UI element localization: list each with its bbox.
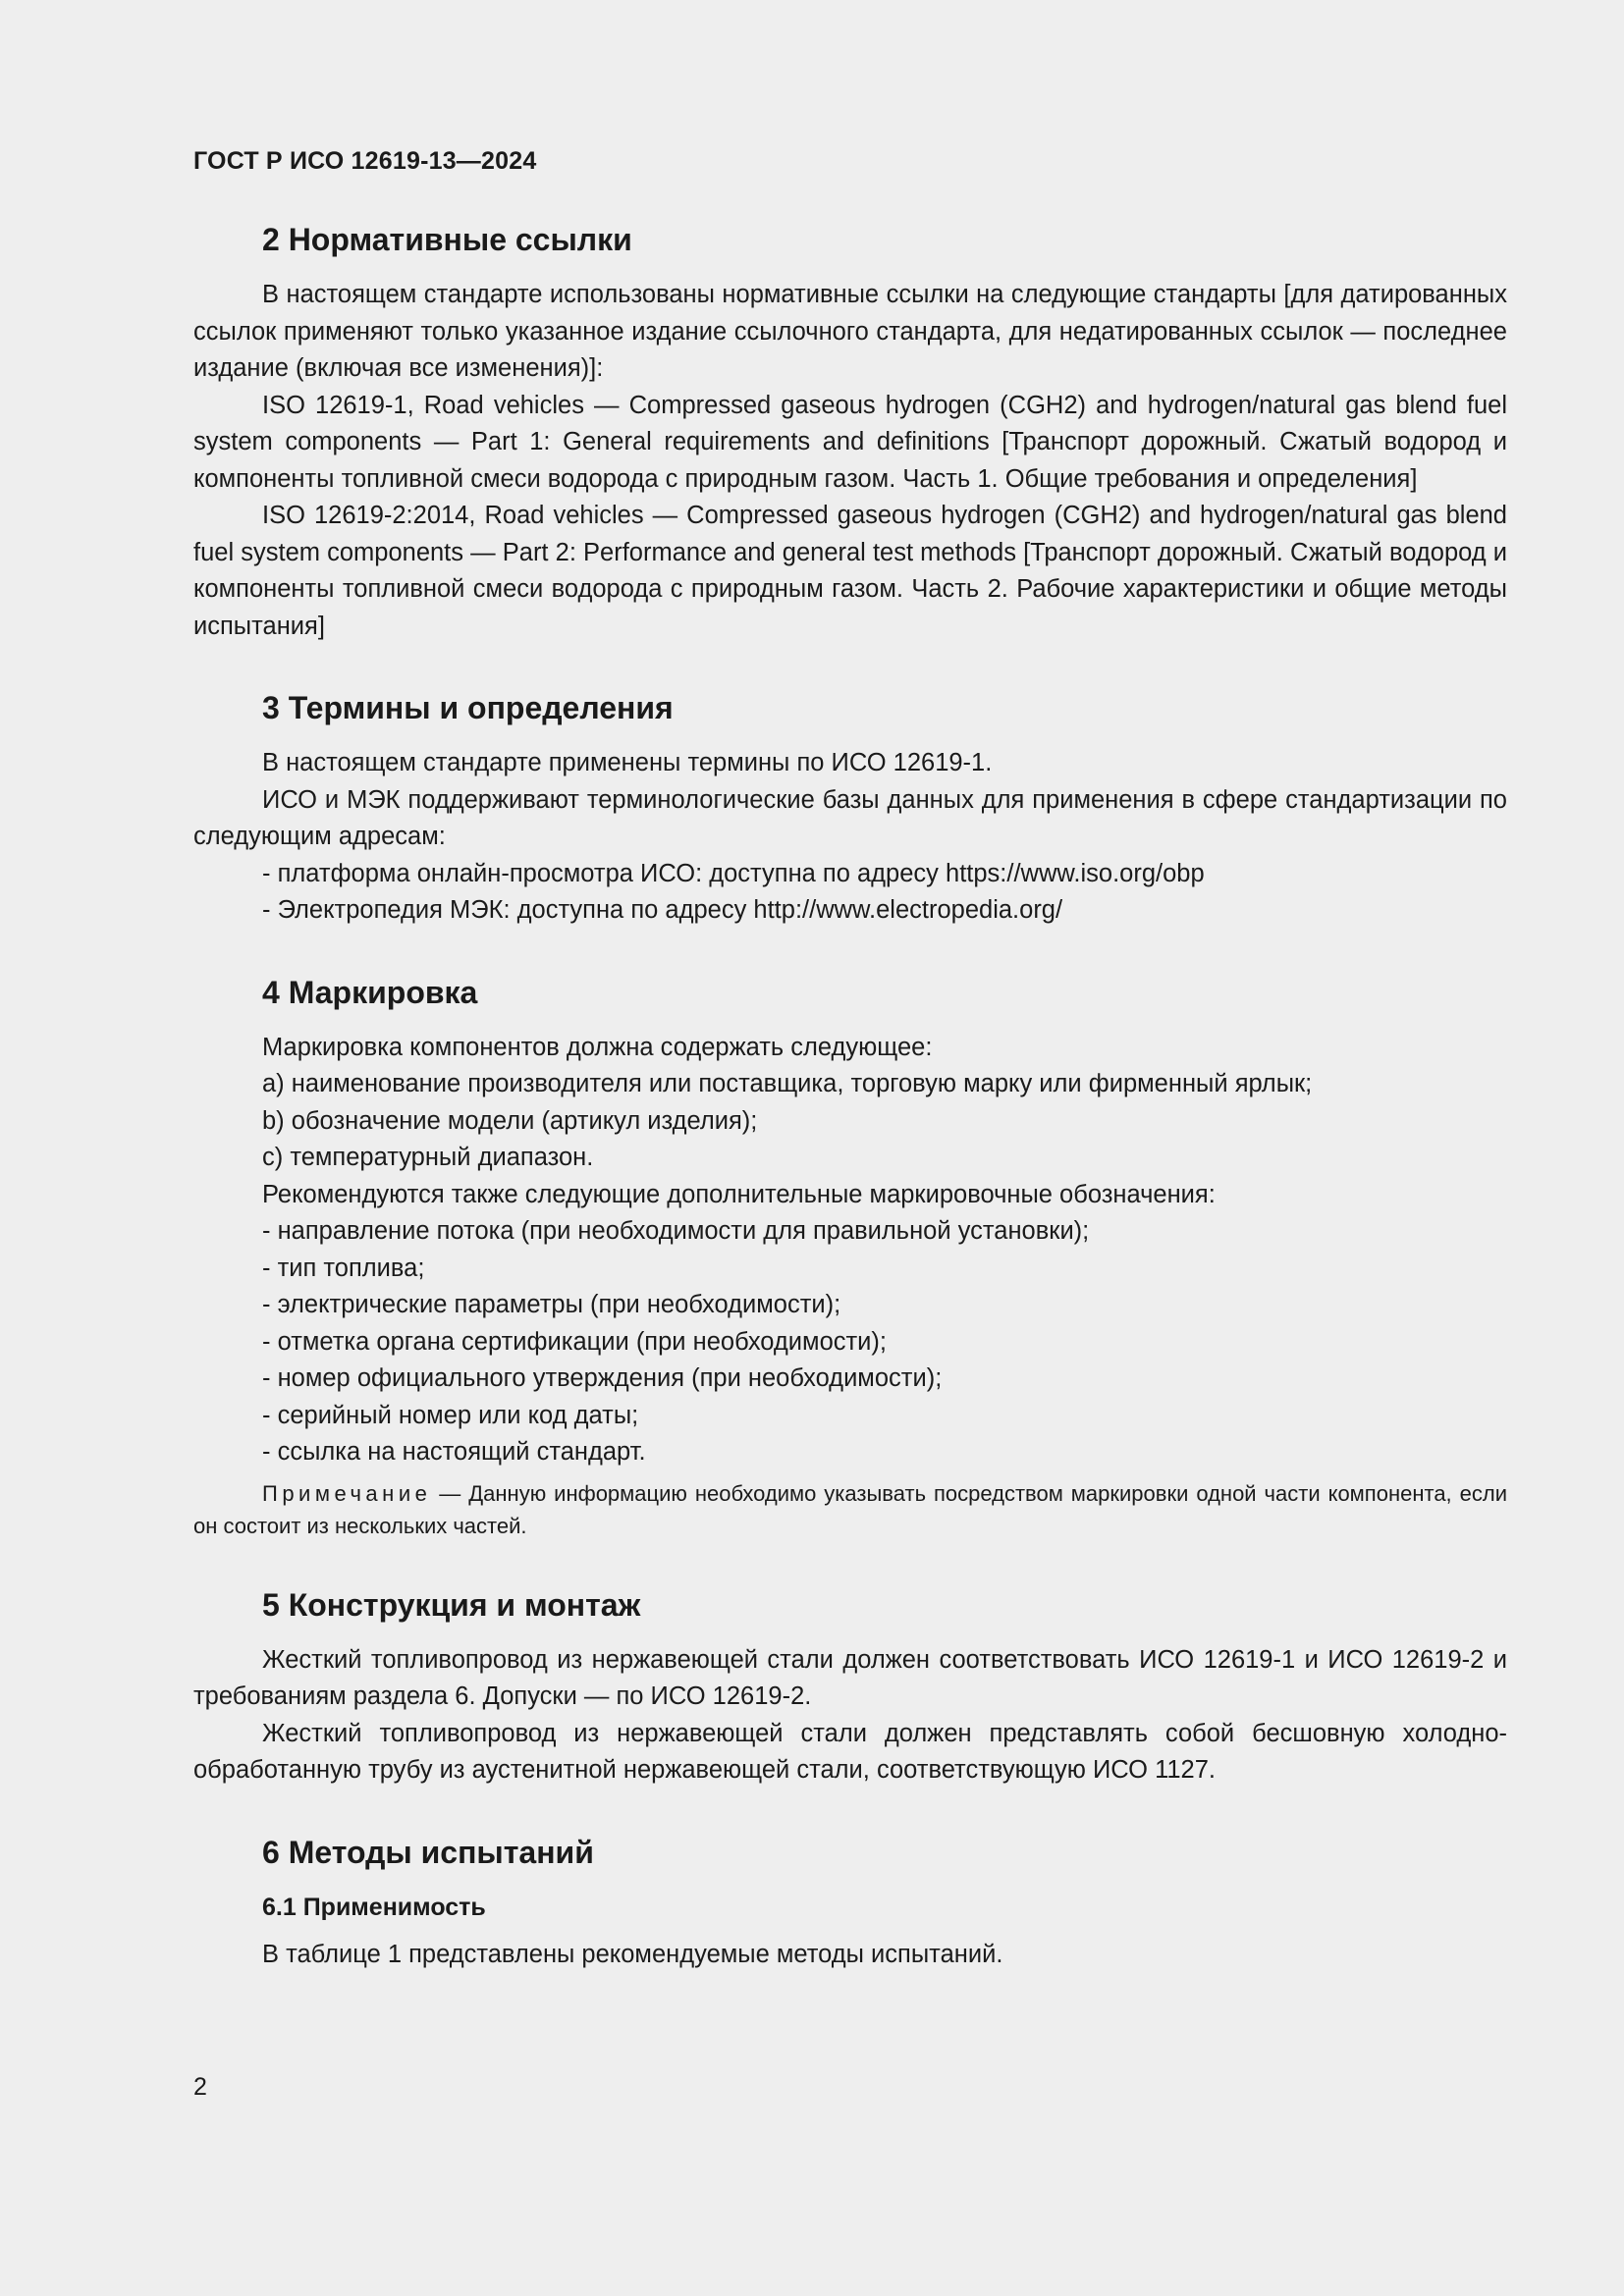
section-6-title: 6 Методы испытаний	[262, 1834, 594, 1870]
section-4	[193, 971, 1507, 1542]
list-item: a) наименование производителя или поставщика, торговую марку или фирменный ярлык;	[262, 1070, 1313, 1097]
section-5-title: 5 Конструкция и монтаж	[262, 1586, 641, 1623]
list-item: - платформа онлайн-просмотра ИСО: доступна по адресу https://www.iso.org/obp	[262, 859, 1205, 887]
section-3	[193, 686, 1507, 930]
section-5-paragraph: Жесткий топливопровод из нержавеющей стали должен соответствовать ИСО 12619-1 и ИСО 12619-2 и требованиям раздела 6. Допуски — по ИСО 12619-2.	[193, 1645, 1507, 1710]
document-body	[193, 218, 1507, 1973]
note-text: — Данную информацию необходимо указывать посредством маркировки одной части компонента, если он состоит из нескольких частей.	[193, 1480, 1507, 1538]
list-item: c) температурный диапазон.	[262, 1144, 594, 1171]
list-item: - электрические параметры (при необходимости);	[262, 1291, 841, 1318]
section-6-paragraph: В таблице 1 представлены рекомендуемые методы испытаний.	[262, 1940, 1003, 1968]
list-item: - номер официального утверждения (при необходимости);	[262, 1364, 943, 1392]
section-4-intro-2: Рекомендуются также следующие дополнительные маркировочные обозначения:	[262, 1180, 1216, 1208]
section-2-reference: ISO 12619-2:2014, Road vehicles — Compressed gaseous hydrogen (CGH2) and hydrogen/natural gas blend fuel system components — Part 2: Performance and general test methods [Транспорт дорожный. Сжатый водород и компоненты топливной смеси водорода с природным газом. Часть 2. Рабочие характеристики и общие методы испытания]	[193, 502, 1507, 640]
section-6	[193, 1831, 1507, 1974]
section-4-intro: Маркировка компонентов должна содержать следующее:	[262, 1033, 933, 1061]
list-item: - отметка органа сертификации (при необходимости);	[262, 1327, 888, 1356]
list-item: - тип топлива;	[262, 1254, 425, 1282]
list-item: - Электропедия МЭК: доступна по адресу http://www.electropedia.org/	[262, 896, 1063, 924]
note	[193, 1477, 1507, 1542]
section-2-title: 2 Нормативные ссылки	[262, 222, 632, 257]
list-item: - направление потока (при необходимости для правильной установки);	[262, 1217, 1090, 1245]
note-label: Примечание	[262, 1480, 432, 1506]
list-item: b) обозначение модели (артикул изделия);	[262, 1106, 758, 1135]
section-5-paragraph: Жесткий топливопровод из нержавеющей стали должен представлять собой бесшовную холоднообработанную трубу из аустенитной нержавеющей стали, соответствующую ИСО 1127.	[193, 1719, 1507, 1784]
section-2-paragraph: В настоящем стандарте использованы нормативные ссылки на следующие стандарты [для датированных ссылок применяют только указанное издание ссылочного стандарта, для недатированных ссылок — последнее издание (включая все изменения)]:	[193, 281, 1507, 382]
section-3-paragraph: ИСО и МЭК поддерживают терминологические базы данных для применения в сфере стандартизации по следующим адресам:	[193, 785, 1507, 850]
section-4-title: 4 Маркировка	[262, 974, 478, 1010]
section-2	[193, 218, 1507, 645]
subsection-6-1-title: 6.1 Применимость	[262, 1893, 486, 1921]
section-2-reference: ISO 12619-1, Road vehicles — Compressed gaseous hydrogen (CGH2) and hydrogen/natural gas blend fuel system components — Part 1: General requirements and definitions [Транспорт дорожный. Сжатый водород и компоненты топливной смеси водорода с природным газом. Часть 1. Общие требования и определения]	[193, 391, 1507, 493]
document-header: ГОСТ Р ИСО 12619-13—2024	[193, 147, 537, 175]
page-number: 2	[193, 2073, 207, 2101]
section-5	[193, 1583, 1507, 1789]
section-3-paragraph: В настоящем стандарте применены термины по ИСО 12619-1.	[262, 749, 993, 776]
list-item: - серийный номер или код даты;	[262, 1401, 639, 1429]
section-3-title: 3 Термины и определения	[262, 690, 674, 725]
list-item: - ссылка на настоящий стандарт.	[262, 1438, 646, 1466]
